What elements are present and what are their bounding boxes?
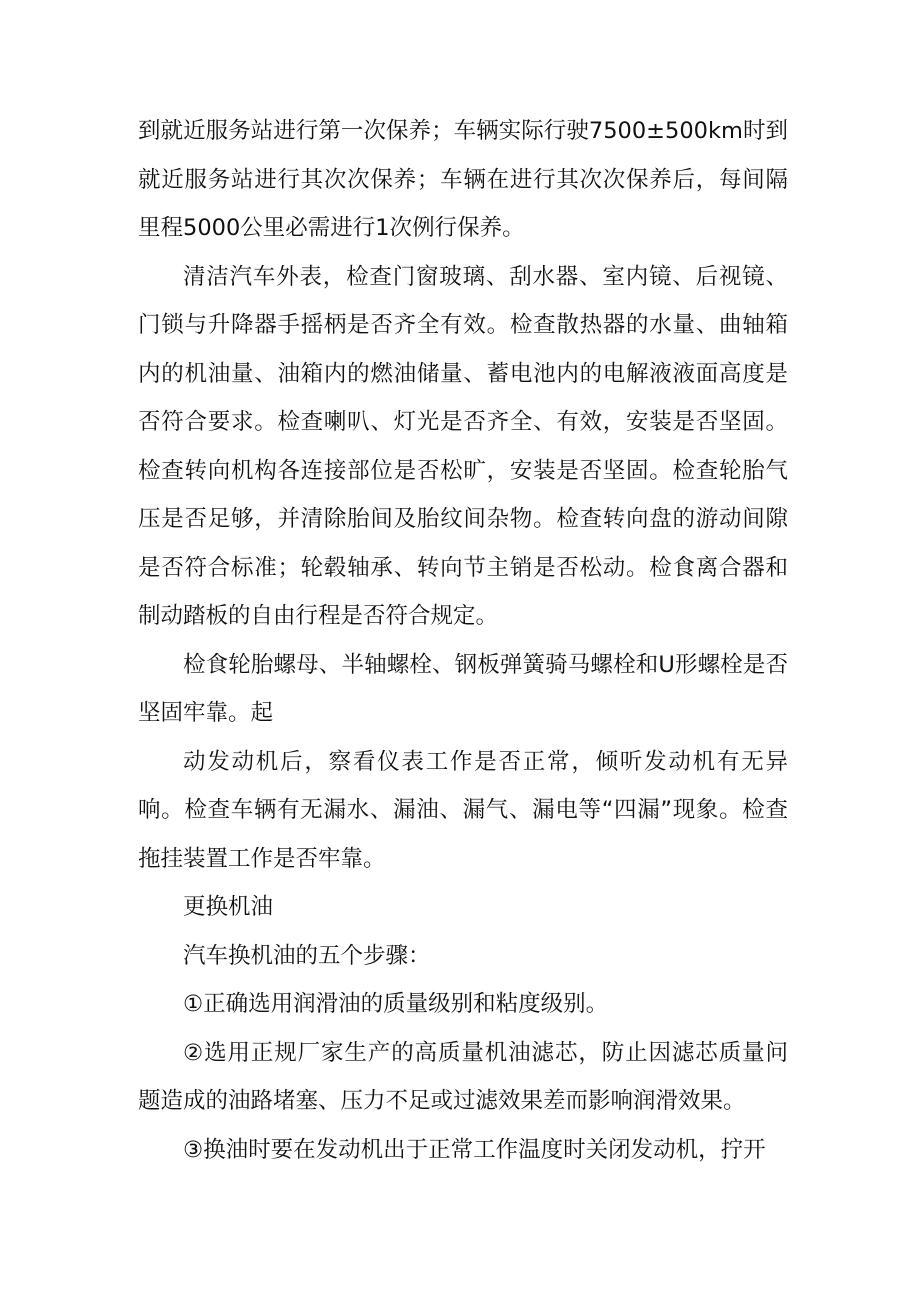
paragraph-maintenance-intervals: 到就近服务站进行第一次保养；车辆实际行驶7500±500km时到就近服务站进行其次次保养；车辆在进行其次次保养后，每间隔里程5000公里必需进行1次例行保养。	[138, 118, 788, 241]
paragraph-oil-change-intro: 汽车换机油的五个步骤：	[183, 942, 431, 969]
document-body	[138, 107, 788, 1174]
paragraph-bolt-check: 检食轮胎螺母、半轴螺栓、钢板弹簧骑马螺栓和U形螺栓是否坚固牢靠。起	[138, 651, 788, 726]
list-item-step-1: ①正确选用润滑油的质量级别和粘度级别。	[183, 991, 609, 1017]
paragraph-inspection-checklist: 清洁汽车外表，检查门窗玻璃、刮水器、室内镜、后视镜、门锁与升降器手摇柄是否齐全有效。检查散热器的水量、曲轴箱内的机油量、油箱内的燃油储量、蓄电池内的电解液液面高度是否符合要求。检查喇叭、灯光是否齐全、有效，安装是否坚固。检查转向机构各连接部位是否松旷，安装是否坚固。检查轮胎气压是否足够，并清除胎间及胎纹间杂物。检查转向盘的游动间隙是否符合标准；轮毂轴承、转向节主销是否松动。检食离合器和制动踏板的自由行程是否符合规定。	[138, 263, 788, 629]
list-item-step-2: ②选用正规厂家生产的高质量机油滤芯，防止因滤芯质量问题造成的油路堵塞、压力不足或过滤效果差而影响润滑效果。	[138, 1039, 788, 1114]
section-heading-oil-change: 更换机油	[183, 894, 274, 920]
list-item-step-3: ③换油时要在发动机出于正常工作温度时关闭发动机，拧开	[183, 1136, 766, 1163]
paragraph-engine-start-check: 动发动机后，察看仪表工作是否正常，倾听发动机有无异响。检查车辆有无漏水、漏油、漏气、漏电等“四漏”现象。检查拖挂装置工作是否牢靠。	[138, 748, 788, 872]
